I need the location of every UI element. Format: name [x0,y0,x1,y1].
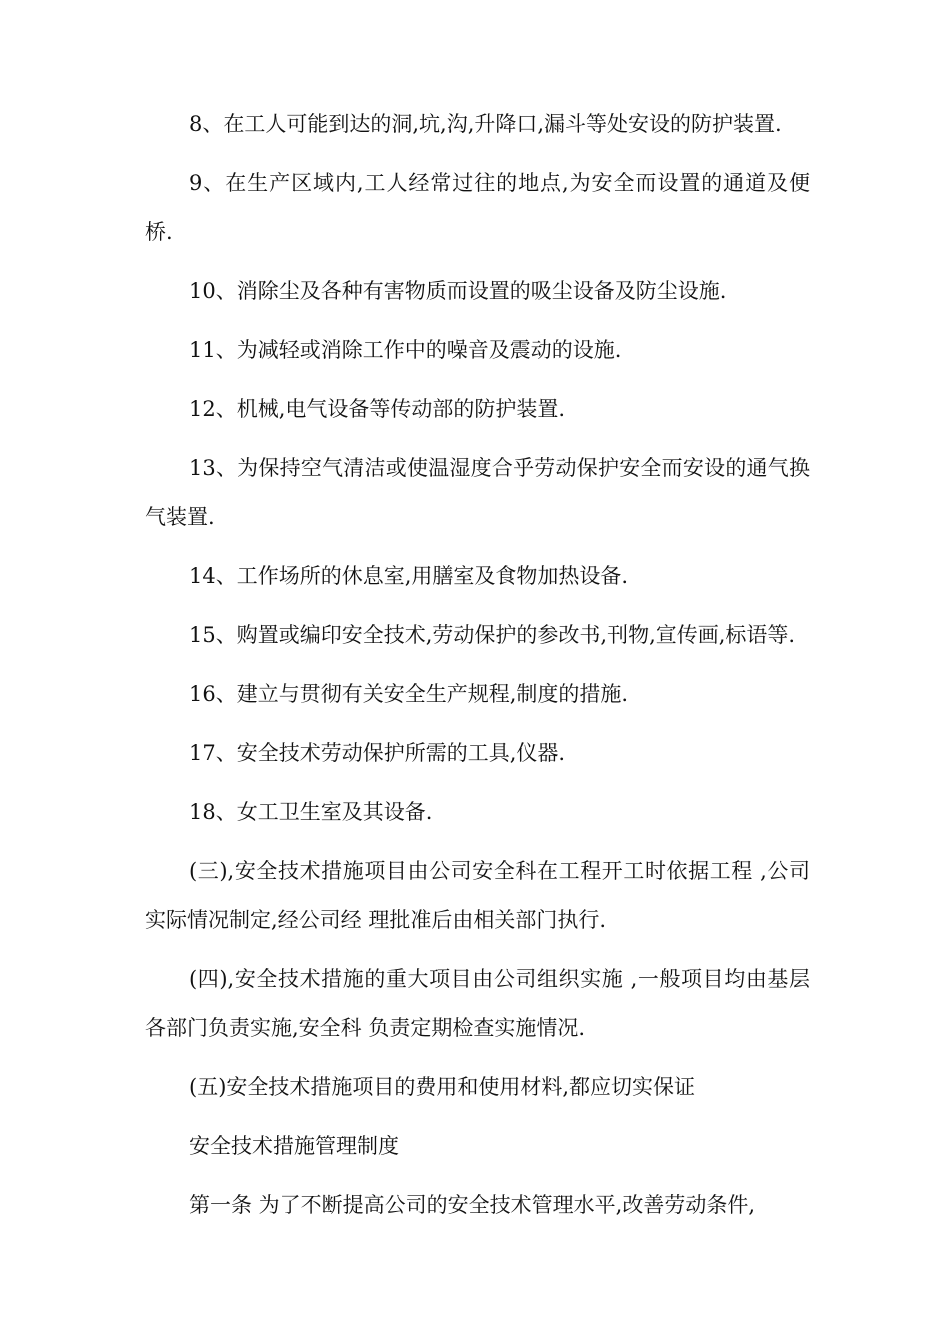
paragraph-item-14: 14、工作场所的休息室,用膳室及食物加热设备. [189,564,629,588]
paragraph-item-13: 13、为保持空气清洁或使温湿度合乎劳动保护安全而安设的通气换气装置. [145,456,810,529]
paragraph-item-11: 11、为减轻或消除工作中的噪音及震动的设施. [189,338,622,362]
section-heading: 安全技术措施管理制度 [189,1134,399,1158]
paragraph-item-17: 17、安全技术劳动保护所需的工具,仪器. [189,741,566,765]
document-body [145,100,810,1240]
paragraph-section-5: (五)安全技术措施项目的费用和使用材料,都应切实保证 [189,1075,696,1099]
paragraph-section-3: (三),安全技术措施项目由公司安全科在工程开工时依据工程 ,公司实际情况制定,经公司经 理批准后由相关部门执行. [145,859,810,932]
paragraph-item-15: 15、购置或编印安全技术,劳动保护的参改书,刊物,宣传画,标语等. [189,623,796,647]
paragraph-item-16: 16、建立与贯彻有关安全生产规程,制度的措施. [189,682,629,706]
paragraph-item-8: 8、在工人可能到达的洞,坑,沟,升降口,漏斗等处安设的防护装置. [189,112,782,136]
paragraph-item-12: 12、机械,电气设备等传动部的防护装置. [189,397,566,421]
paragraph-section-4: (四),安全技术措施的重大项目由公司组织实施 ,一般项目均由基层各部门负责实施,安全科 负责定期检查实施情况. [145,967,810,1040]
paragraph-item-18: 18、女工卫生室及其设备. [189,800,433,824]
paragraph-item-10: 10、消除尘及各种有害物质而设置的吸尘设备及防尘设施. [189,279,727,303]
paragraph-item-9: 9、在生产区域内,工人经常过往的地点,为安全而设置的通道及便桥. [145,171,810,244]
paragraph-article-1: 第一条 为了不断提高公司的安全技术管理水平,改善劳动条件, [189,1193,756,1217]
